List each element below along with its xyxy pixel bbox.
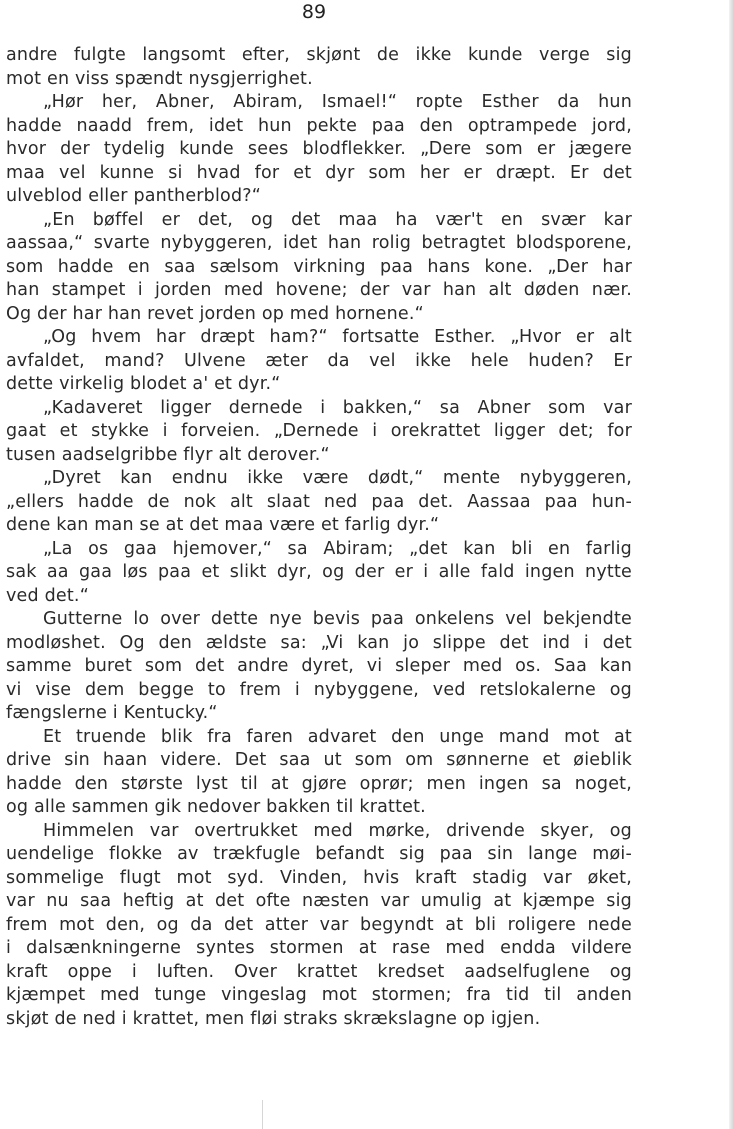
text-line: hvor der tydelig kunde sees blodflekker. „Dere som er jægere [6, 139, 632, 159]
text-line: ulveblod eller pantherblod?“ [6, 186, 262, 206]
text-line: vi vise dem begge to frem i nybyggene, ved retslokalerne og [6, 679, 632, 700]
text-line: maa vel kunne si hvad for et dyr som her er dræpt. Er det [6, 162, 632, 183]
text-line: ved det.“ [6, 585, 89, 606]
text-line: sommelige flugt mot syd. Vinden, hvis kraft stadig var øket, [6, 867, 632, 888]
text-line: Himmelen var overtrukket med mørke, drivende skyer, og [43, 820, 632, 841]
text-line: drive sin haan videre. Det saa ut som om sønnerne et øieblik [6, 750, 632, 770]
text-line: hadde naadd frem, idet hun pekte paa den optrampede jord, [6, 115, 632, 136]
text-line: som hadde en saa sælsom virkning paa hans kone. „Der har [6, 256, 632, 277]
text-line: aassaa,“ svarte nybyggeren, idet han rolig betragtet blodsporene, [6, 233, 632, 253]
text-line: han stampet i jorden med hovene; der var han alt døden nær. [6, 280, 632, 300]
text-line: avfaldet, mand? Ulvene æter da vel ikke hele huden? Er [6, 350, 632, 371]
text-line: „Dyret kan endnu ikke være dødt,“ mente nybyggeren, [43, 468, 632, 488]
text-line: Og der har han revet jorden op med hornene.“ [6, 303, 424, 324]
text-line: kjæmpet med tunge vingeslag mot stormen; fra tid til anden [6, 985, 632, 1005]
text-line: „Og hvem har dræpt ham?“ fortsatte Esther. „Hvor er alt [43, 327, 632, 347]
text-line: „Hør her, Abner, Abiram, Ismael!“ ropte Esther da hun [43, 92, 632, 112]
text-line: var nu saa heftig at det ofte næsten var umulig at kjæmpe sig [6, 891, 632, 911]
text-line: hadde den største lyst til at gjøre oprør; men ingen sa noget, [6, 773, 632, 794]
text-line: gaat et stykke i forveien. „Dernede i orekrattet ligger det; for [6, 421, 632, 441]
text-line: kraft oppe i luften. Over krattet kredset aadselfuglene og [6, 961, 632, 982]
text-line: frem mot den, og da det atter var begyndt at bli roligere nede [6, 914, 632, 935]
page-number: 89 [301, 1, 327, 23]
text-line: modløshet. Og den ældste sa: „Vi kan jo slippe det ind i det [6, 632, 632, 653]
page-edge-shadow [729, 0, 733, 1129]
text-line: dette virkelig blodet a' et dyr.“ [6, 374, 281, 394]
bottom-crease-mark [262, 1100, 263, 1129]
text-line: skjøt de ned i krattet, men fløi straks skrækslagne op igjen. [6, 1008, 541, 1029]
text-line: fængslerne i Kentucky.“ [6, 703, 218, 723]
text-line: sak aa gaa løs paa et slikt dyr, og der er i alle fald ingen nytte [6, 562, 632, 582]
text-line: „Kadaveret ligger dernede i bakken,“ sa Abner som var [43, 397, 632, 418]
text-line: Et truende blik fra faren advaret den unge mand mot at [43, 726, 632, 747]
text-line: Gutterne lo over dette nye bevis paa onkelens vel bekjendte [43, 609, 632, 629]
text-line: samme buret som det andre dyret, vi sleper med os. Saa kan [6, 656, 632, 676]
text-line: uendelige flokke av trækfugle befandt sig paa sin lange møi- [6, 844, 632, 864]
text-line: „La os gaa hjemover,“ sa Abiram; „det kan bli en farlig [43, 538, 632, 559]
text-line: andre fulgte langsomt efter, skjønt de ikke kunde verge sig [6, 45, 632, 65]
text-line: i dalsænkningerne syntes stormen at rase med endda vildere [6, 938, 632, 958]
text-line: og alle sammen gik nedover bakken til krattet. [6, 797, 426, 817]
text-line: „ellers hadde de nok alt slaat ned paa det. Aassaa paa hun- [6, 491, 632, 512]
text-line: tusen aadselgribbe flyr alt derover.“ [6, 444, 330, 465]
text-line: „En bøffel er det, og det maa ha vær't en svær kar [43, 209, 632, 230]
page-text [6, 44, 632, 1031]
text-line: dene kan man se at det maa være et farlig dyr.“ [6, 515, 440, 535]
text-line: mot en viss spændt nysgjerrighet. [6, 68, 313, 89]
